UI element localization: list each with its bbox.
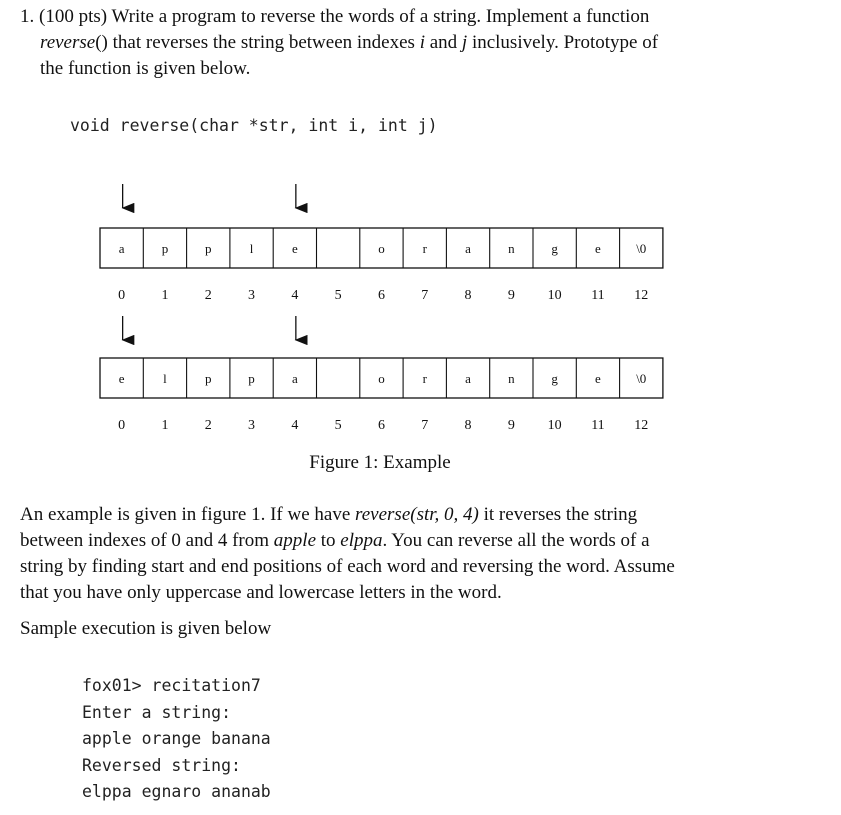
problem-text-1: (100 pts) Write a program to reverse the words of a string. Implement a function: [39, 6, 650, 27]
row1-cell-10: g: [551, 241, 558, 256]
row2-arrows: [123, 316, 296, 340]
explanation-text-2c: . You can reverse all the words of a: [382, 530, 650, 551]
row2-index-11: 11: [591, 418, 605, 433]
explanation-line-4: that you have only uppercase and lowercase letters in the word.: [20, 582, 502, 603]
explanation-text-2a: between indexes of 0 and 4 from: [20, 530, 270, 551]
var-i: i: [419, 32, 425, 53]
explanation-line-3: string by finding start and end positions of each word and reversing the word. Assume: [20, 556, 675, 577]
row1-index-1: 1: [161, 288, 169, 303]
problem-text-2b: inclusively. Prototype of: [471, 32, 659, 53]
row1-index-2: 2: [204, 288, 212, 303]
row1-index-9: 9: [507, 288, 515, 303]
row2-cell-11: e: [595, 371, 601, 386]
figure-diagram: [0, 170, 841, 450]
problem-line-2: [20, 30, 780, 56]
row2-cell-6: o: [378, 371, 385, 386]
row1-index-10: 10: [547, 288, 562, 303]
problem-line-3: [20, 56, 780, 82]
row1-cell-9: n: [508, 241, 515, 256]
and-word: and: [429, 32, 458, 53]
row1-index-11: 11: [591, 288, 605, 303]
row2-index-6: 6: [377, 418, 385, 433]
row2-index-7: 7: [421, 418, 429, 433]
figure-caption: Figure 1: Example: [309, 452, 451, 473]
row1-index-6: 6: [377, 288, 385, 303]
sample-intro: Sample execution is given below: [20, 618, 272, 639]
row2-index-10: 10: [547, 418, 562, 433]
row1-index-3: 3: [248, 288, 256, 303]
problem-text-3: the function is given below.: [40, 58, 251, 79]
word-elppa: elppa: [340, 530, 383, 551]
row2-index-12: 12: [634, 418, 649, 433]
row2-index-1: 1: [161, 418, 169, 433]
row2-index-2: 2: [204, 418, 212, 433]
word-apple: apple: [273, 530, 317, 551]
row1-cell-4: e: [291, 241, 298, 256]
row2-cell-1: l: [163, 371, 167, 386]
row1-cell-7: r: [422, 241, 427, 256]
problem-number: 1.: [20, 6, 35, 27]
explanation-line-2: [20, 528, 780, 554]
row2-cell-12: \0: [636, 371, 647, 386]
row2-index-8: 8: [464, 418, 472, 433]
row2-cell-2: p: [205, 371, 212, 386]
reverse-call: reverse(str, 0, 4): [355, 504, 479, 525]
row2-cells: [100, 358, 663, 398]
row1-index-12: 12: [634, 288, 649, 303]
sample-line: Enter a string:: [82, 702, 232, 722]
explanation-text-1a: An example is given in figure 1. If we have: [20, 504, 351, 525]
row1-cell-1: p: [161, 241, 169, 256]
explanation-text-2b: to: [320, 530, 336, 551]
row2-index-9: 9: [507, 418, 515, 433]
row1-index-5: 5: [334, 288, 342, 303]
problem-line-1: [20, 4, 780, 30]
row2-cell-4: a: [291, 371, 298, 386]
var-j: j: [461, 32, 468, 53]
row1-cells: [100, 228, 663, 268]
row1-indexes: [118, 288, 648, 303]
row2-cell-0: e: [118, 371, 125, 386]
row1-cell-0: a: [118, 241, 125, 256]
problem-text-2: () that reverses the string between indexes: [95, 32, 415, 53]
sample-line: Reversed string:: [82, 755, 241, 775]
sample-line: apple orange banana: [82, 729, 271, 749]
problem-statement: [20, 4, 780, 82]
row1-arrows: [123, 184, 296, 208]
row2-index-5: 5: [334, 418, 342, 433]
function-prototype: void reverse(char *str, int i, int j): [70, 116, 438, 135]
row1-cell-11: e: [595, 241, 601, 256]
row2-cell-9: n: [508, 371, 515, 386]
row2-cell-8: a: [465, 371, 471, 386]
row2-indexes: [118, 418, 648, 433]
row1-index-8: 8: [464, 288, 472, 303]
row1-index-7: 7: [421, 288, 429, 303]
row1-index-4: 4: [291, 288, 299, 303]
row2-cell-7: r: [422, 371, 427, 386]
row1-cell-3: l: [249, 241, 254, 256]
row1-cell-2: p: [205, 241, 212, 256]
explanation-line-1: [20, 502, 780, 528]
sample-line: fox01> recitation7: [82, 676, 261, 695]
row1-cell-8: a: [465, 241, 471, 256]
row2-index-4: 4: [291, 418, 299, 433]
function-name: reverse: [40, 32, 96, 53]
row1-index-0: 0: [118, 288, 126, 303]
row2-index-0: 0: [118, 418, 126, 433]
row2-cell-3: p: [248, 371, 255, 386]
row1-cell-6: o: [378, 241, 385, 256]
row1-cell-12: \0: [636, 241, 647, 256]
explanation-text-1b: it reverses the string: [483, 504, 638, 525]
explanation: [20, 502, 780, 606]
sample-line: elppa egnaro ananab: [82, 782, 271, 802]
row2-index-3: 3: [248, 418, 256, 433]
row2-cell-10: g: [551, 371, 558, 386]
